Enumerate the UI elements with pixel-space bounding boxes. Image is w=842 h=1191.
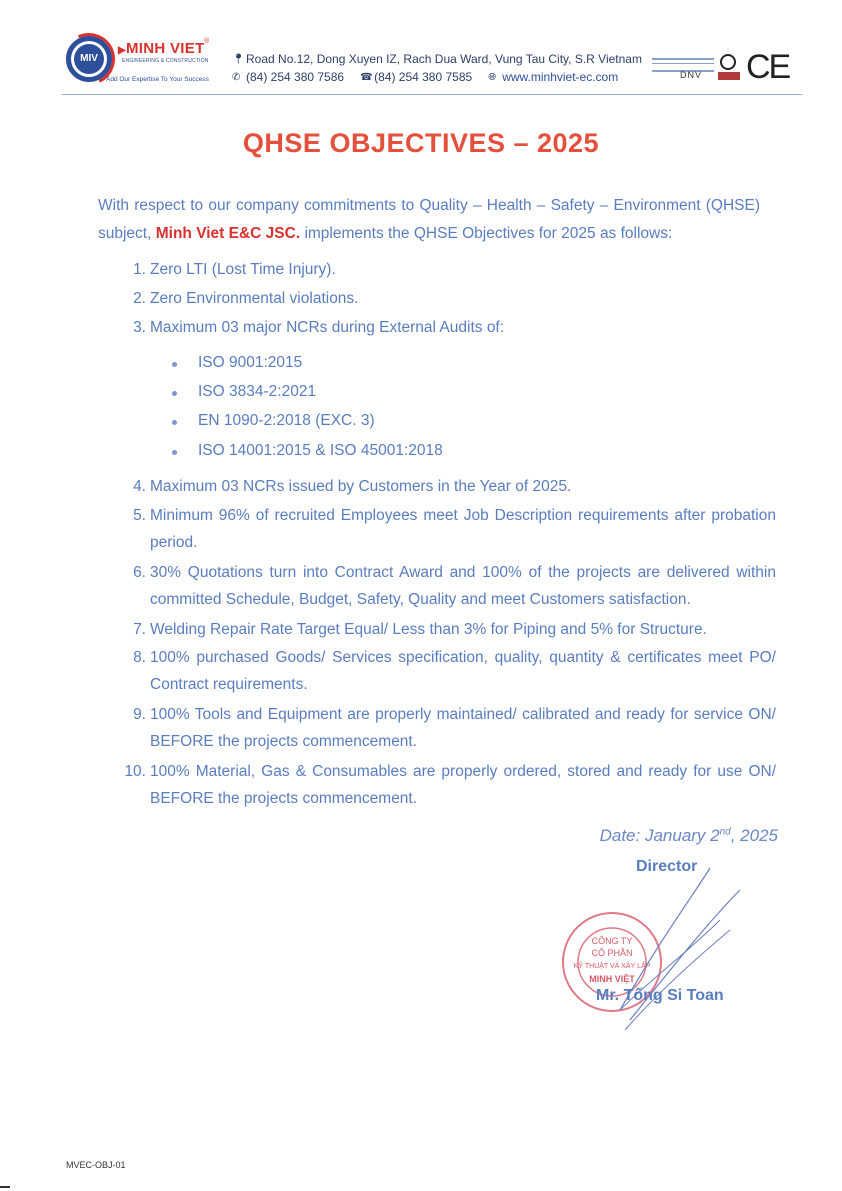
header-divider [62,94,802,95]
objective-text: 100% Tools and Equipment are properly maintained/ calibrated and ready for service ON/ BEFORE the projects commencement. [150,706,776,750]
bullet-dot [172,362,177,367]
globe-icon: 🌐︎ [488,71,497,83]
triangle-icon: ▶ [118,45,126,56]
date-prefix: Date: January 2 [599,826,720,845]
seal-line-1: CÔNG TY [591,936,633,946]
objective-text: Welding Repair Rate Target Equal/ Less than 3% for Piping and 5% for Structure. [150,621,707,638]
objective-number: 4. [133,478,146,495]
objective-text: 100% Material, Gas & Consumables are properly ordered, stored and ready for use ON/ BEFORE the projects commencement. [150,763,776,807]
objective-number: 5. [133,507,146,524]
audit-standard-text: EN 1090-2:2018 (EXC. 3) [198,412,375,429]
company-highlight: Minh Viet E&C JSC. [155,225,301,242]
document-title: QHSE OBJECTIVES – 2025 [242,128,600,158]
intro-after: implements the QHSE Objectives for 2025 as follows: [300,225,673,242]
objective-text: Maximum 03 NCRs issued by Customers in the Year of 2025. [150,478,572,495]
logo-mark: MIV [74,44,104,74]
company-logo [66,36,216,88]
objective-number: 7. [133,621,146,638]
ce-mark: CE [746,48,790,86]
bureau-seal-icon [720,54,736,70]
director-label: Director [636,858,698,875]
objective-number: 1. [133,261,146,278]
objective-number: 3. [133,319,146,336]
seal-line-2: CỔ PHẦN [591,948,633,958]
address-row [232,50,642,68]
objective-text: 100% purchased Goods/ Services specification, quality, quantity & certificates meet PO/ Contract requirements. [150,649,776,693]
document-code: MVEC-OBJ-01 [66,1160,126,1170]
phone-icon: ✆ [232,71,241,83]
seal-line-3: KỸ THUẬT VÀ XÂY LẮP [573,963,651,970]
objective-number: 8. [133,649,146,666]
date-suffix: , 2025 [730,826,778,845]
document-date [600,826,778,846]
objective-number: 2. [133,290,146,307]
contact-info [232,50,642,86]
phone-row [232,68,642,86]
date-superscript: nd [719,826,731,838]
bullet-dot [172,420,177,425]
bureau-badge-icon [718,72,740,80]
phone-text: (84) 254 380 7586 [246,70,345,84]
objective-text: Maximum 03 major NCRs during External Audits of: [150,319,505,336]
bullet-dot [172,391,177,396]
objective-text: Minimum 96% of recruited Employees meet Job Description requirements after probation period. [150,507,776,551]
objective-number: 10. [124,763,146,780]
address-text: Road No.12, Dong Xuyen IZ, Rach Dua Ward, Vung Tau City, S.R Vietnam [246,52,642,66]
location-pin-icon: 📍︎ [232,53,245,65]
company-subtitle: ENGINEERING & CONSTRUCTION [122,58,209,64]
intro-before: With respect to our company commitments to Quality – Health – Safety – Environment (QHSE) subject, [98,197,760,242]
company-name [118,40,205,57]
objective-text: Zero LTI (Lost Time Injury). [150,261,336,278]
margin-mark [0,1186,10,1188]
company-tagline: Add Our Expertise To Your Success [106,76,209,83]
website-link[interactable]: www.minhviet-ec.com [502,70,619,84]
objective-text: Zero Environmental violations. [150,290,359,307]
audit-standard-text: ISO 3834-2:2021 [198,383,317,400]
company-name-text: MINH VIET [126,40,205,57]
objective-number: 9. [133,706,146,723]
letterhead [62,34,802,96]
fax-text: (84) 254 380 7585 [374,70,473,84]
dnv-label: DNV [680,70,703,80]
signer-name: Mr. Tống Si Toan [596,987,724,1004]
seal-line-4: MINH VIỆT [589,974,635,984]
audit-standard-text: ISO 14001:2015 & ISO 45001:2018 [198,442,443,459]
fax-icon: ☎ [360,71,373,83]
objective-text: 30% Quotations turn into Contract Award and 100% of the projects are delivered within committed Schedule, Budget, Safety, Quality and meet Customers satisfaction. [150,564,776,608]
intro-paragraph [98,192,760,248]
signature-icon [600,860,750,1035]
certification-marks [652,48,802,88]
audit-standard-text: ISO 9001:2015 [198,354,303,371]
bullet-dot [172,450,177,455]
objective-number: 6. [133,564,146,581]
registered-mark: ® [204,38,210,45]
